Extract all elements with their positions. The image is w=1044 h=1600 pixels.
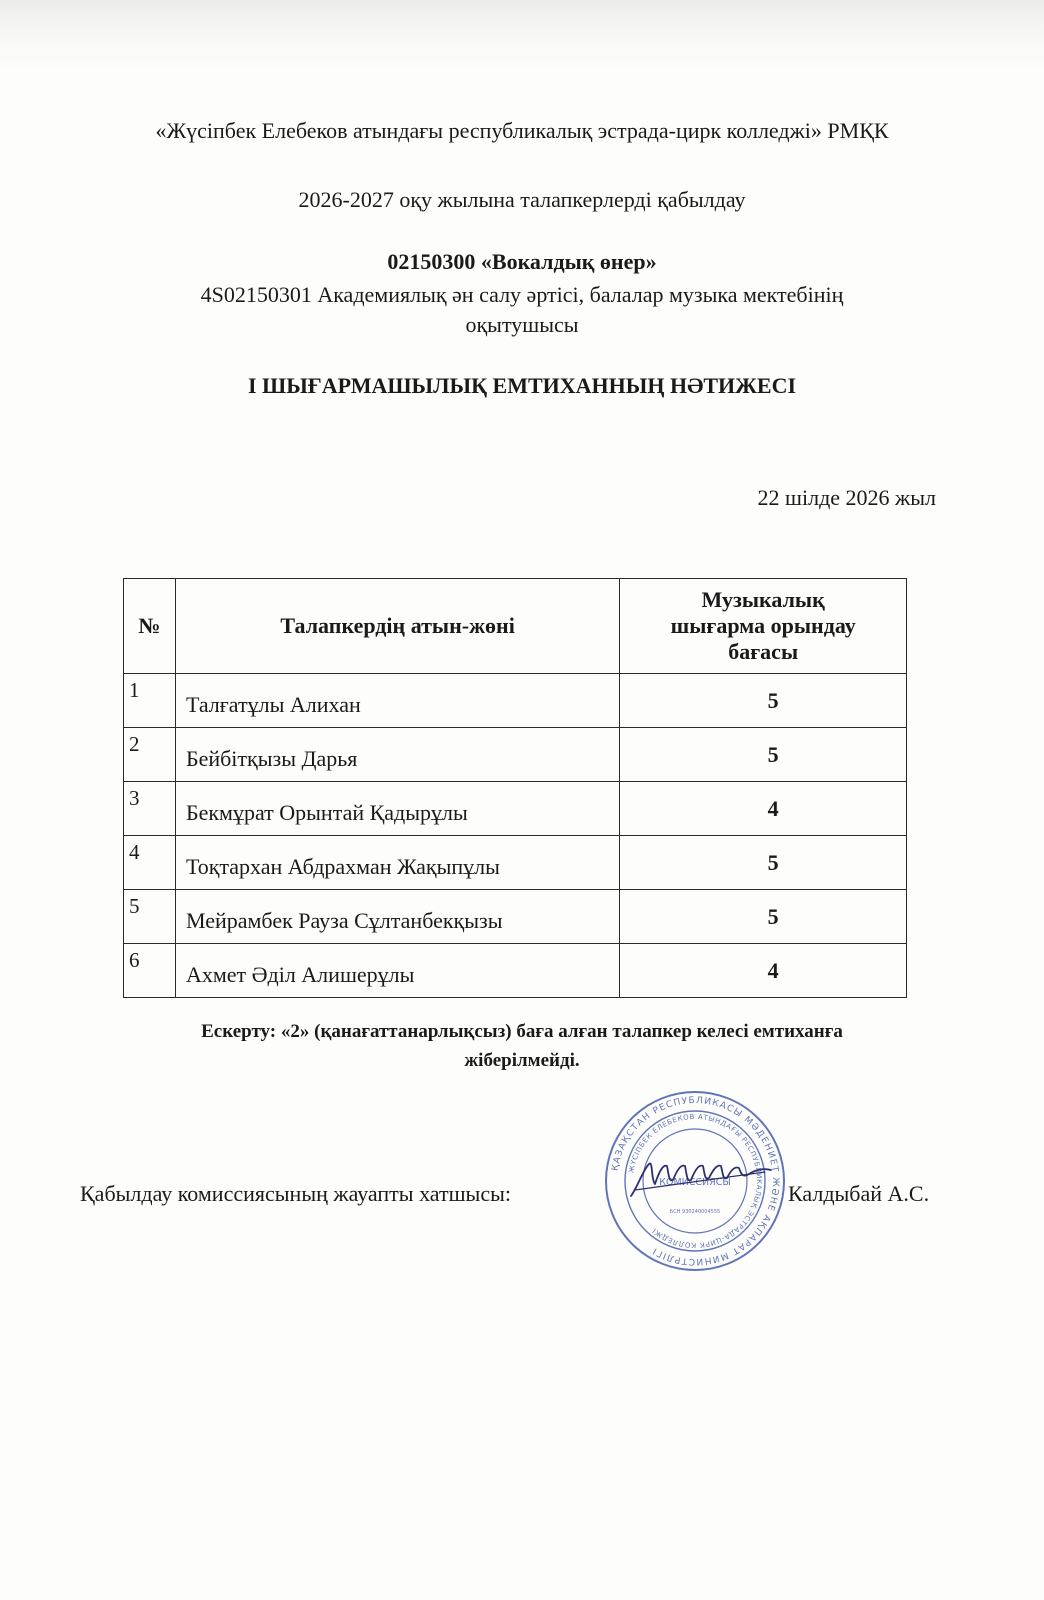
- signatory-name: Калдыбай А.С.: [788, 1181, 930, 1206]
- stamp-outer-text: ҚАЗАҚСТАН РЕСПУБЛИКАСЫ МӘДЕНИЕТ ЖӘНЕ АҚПАРАТ МИНИСТРЛІГІ: [610, 1095, 781, 1267]
- row-number: 5: [124, 890, 176, 944]
- qualification: [0, 280, 1044, 340]
- results-table: [123, 578, 907, 998]
- grade-value: 4: [620, 944, 907, 998]
- grade-value: 5: [620, 674, 907, 728]
- applicant-name: Ахмет Әділ Алишерұлы: [175, 944, 619, 998]
- page-top-shadow: [0, 0, 1044, 70]
- row-number: 4: [124, 836, 176, 890]
- table-header-row: [124, 579, 907, 674]
- header-number: №: [124, 579, 176, 674]
- table-row: [124, 944, 907, 998]
- table-row: [124, 890, 907, 944]
- row-number: 3: [124, 782, 176, 836]
- grade-value: 5: [620, 836, 907, 890]
- handwritten-signature: [625, 1150, 775, 1210]
- note-line-1: Ескерту: «2» (қанағаттанарлықсыз) баға алған талапкер келесі емтиханға: [201, 1021, 843, 1042]
- stamp-center-text: КОМИССИЯСЫ: [659, 1177, 731, 1188]
- specialty-code: 02150300 «Вокалдық өнер»: [387, 249, 657, 274]
- header-grade-line-1: Музыкалық: [701, 587, 825, 612]
- header-grade-line-2: шығарма орындау: [670, 613, 856, 638]
- header-applicant-name: Талапкердің атын-жөні: [175, 579, 619, 674]
- table-row: [124, 782, 907, 836]
- table-row: [124, 728, 907, 782]
- document-date: 22 шілде 2026 жыл: [757, 485, 936, 510]
- note: [0, 1017, 1044, 1075]
- grade-value: 5: [620, 728, 907, 782]
- applicant-name: Тоқтархан Абдрахман Жақыпұлы: [175, 836, 619, 890]
- grade-value: 4: [620, 782, 907, 836]
- qualification-line-2: оқытушысы: [465, 312, 579, 337]
- table-row: [124, 674, 907, 728]
- applicant-name: Бекмұрат Орынтай Қадырұлы: [175, 782, 619, 836]
- note-line-2: жіберілмейді.: [464, 1050, 580, 1071]
- row-number: 1: [124, 674, 176, 728]
- admission-year-line: 2026-2027 оқу жылына талапкерлерді қабылдау: [298, 187, 746, 212]
- institution-name: «Жүсіпбек Елебеков атындағы республикалық эстрада-цирк колледжі» РМҚК: [155, 118, 889, 143]
- applicant-name: Талғатұлы Алихан: [175, 674, 619, 728]
- stamp-inner-text: ЖҮСІПБЕК ЕЛЕБЕКОВ АТЫНДАҒЫ РЕСПУБЛИКАЛЫҚ ЭСТРАДА-ЦИРК КОЛЛЕДЖІ: [627, 1112, 764, 1250]
- qualification-line-1: 4S02150301 Академиялық ән салу әртісі, балалар музыка мектебінің: [200, 282, 844, 307]
- table-row: [124, 836, 907, 890]
- row-number: 6: [124, 944, 176, 998]
- row-number: 2: [124, 728, 176, 782]
- signature-label: Қабылдау комиссиясының жауапты хатшысы:: [80, 1181, 511, 1206]
- grade-value: 5: [620, 890, 907, 944]
- exam-title: І ШЫҒАРМАШЫЛЫҚ ЕМТИХАННЫҢ НӘТИЖЕСІ: [247, 373, 797, 398]
- header-grade: [620, 579, 907, 674]
- header-grade-line-3: бағасы: [728, 639, 799, 664]
- stamp-bin-text: БСН 930240004555: [669, 1209, 721, 1215]
- applicant-name: Бейбітқызы Дарья: [175, 728, 619, 782]
- applicant-name: Мейрамбек Рауза Сұлтанбекқызы: [175, 890, 619, 944]
